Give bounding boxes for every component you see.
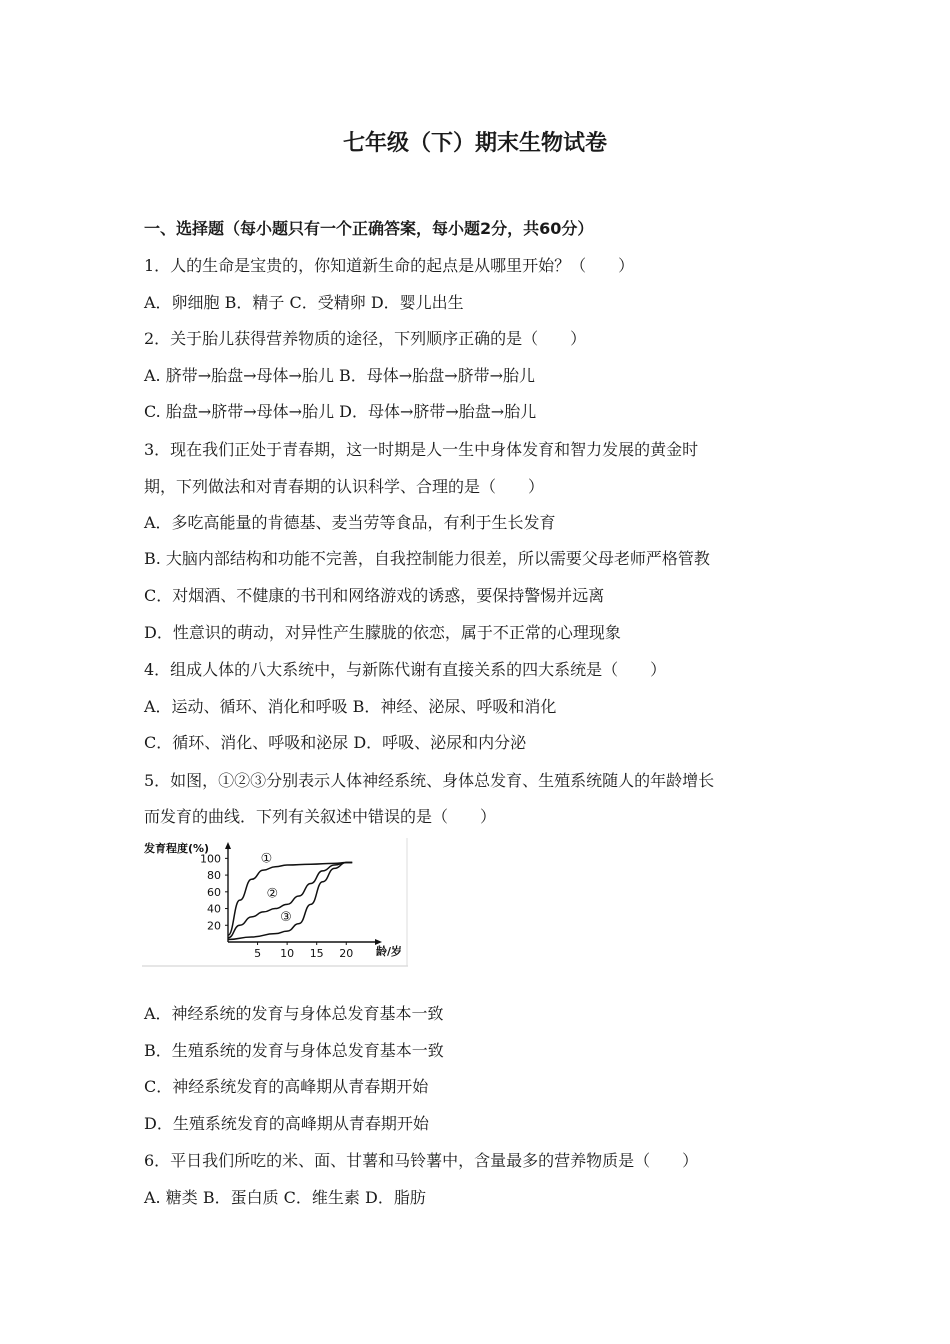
question-6-options: A. 糖类 B．蛋白质 C．维生素 D．脂肪 <box>144 1188 426 1207</box>
chart-y-tick-label: 60 <box>207 885 221 899</box>
chart-y-tick-label: 100 <box>200 852 221 866</box>
question-2-options-line-2: C. 胎盘→脐带→母体→胎儿 D．母体→脐带→胎盘→胎儿 <box>144 402 537 421</box>
question-3-option-a: A．多吃高能量的肯德基、麦当劳等食品，有利于生长发育 <box>144 513 556 532</box>
question-1-stem: 1．人的生命是宝贵的，你知道新生命的起点是从哪里开始？（ ） <box>144 256 635 275</box>
question-5-option-c: C．神经系统发育的高峰期从青春期开始 <box>144 1077 429 1096</box>
chart-series-label-2: ② <box>266 886 279 902</box>
chart-x-tick-label: 5 <box>254 947 262 960</box>
question-3-stem-line-2: 期，下列做法和对青春期的认识科学、合理的是（ ） <box>144 477 545 496</box>
chart-y-tick-label: 80 <box>207 869 221 883</box>
question-5-stem-line-1: 5．如图，①②③分别表示人体神经系统、身体总发育、生殖系统随人的年龄增长 <box>144 771 715 790</box>
question-3-option-b: B. 大脑内部结构和功能不完善，自我控制能力很差，所以需要父母老师严格管教 <box>144 549 710 568</box>
chart-x-axis-label: 龄/岁 <box>376 945 403 958</box>
question-5-option-a: A．神经系统的发育与身体总发育基本一致 <box>144 1004 444 1023</box>
question-5-option-d: D．生殖系统发育的高峰期从青春期开始 <box>144 1114 429 1133</box>
question-6-stem: 6．平日我们所吃的米、面、甘薯和马铃薯中，含量最多的营养物质是（ ） <box>144 1151 699 1170</box>
question-3-option-c: C．对烟酒、不健康的书刊和网络游戏的诱惑，要保持警惕并远离 <box>144 586 605 605</box>
question-2-stem: 2．关于胎儿获得营养物质的途径，下列顺序正确的是（ ） <box>144 329 587 348</box>
page-title: 七年级（下）期末生物试卷 <box>342 131 607 156</box>
question-3-stem-line-1: 3．现在我们正处于青春期，这一时期是人一生中身体发育和智力发展的黄金时 <box>144 440 699 459</box>
question-4-stem: 4．组成人体的八大系统中，与新陈代谢有直接关系的四大系统是（ ） <box>144 660 667 679</box>
question-4-options-line-1: A．运动、循环、消化和呼吸 B．神经、泌尿、呼吸和消化 <box>144 697 557 716</box>
question-2-options-line-1: A. 脐带→胎盘→母体→胎儿 B．母体→胎盘→脐带→胎儿 <box>144 366 536 385</box>
question-3-option-d: D．性意识的萌动，对异性产生朦胧的依恋，属于不正常的心理现象 <box>144 623 621 642</box>
chart-x-tick-label: 15 <box>309 947 324 960</box>
chart-y-tick-label: 20 <box>207 919 221 933</box>
section-heading: 一、选择题（每小题只有一个正确答案，每小题2分，共60分） <box>144 219 594 238</box>
question-1-options: A．卵细胞 B．精子 C．受精卵 D．婴儿出生 <box>144 293 464 312</box>
chart-series-label-3: ③ <box>280 909 292 925</box>
chart-series-label-1: ① <box>260 851 273 867</box>
question-4-options-line-2: C．循环、消化、呼吸和泌尿 D．呼吸、泌尿和内分泌 <box>144 733 527 752</box>
chart-y-tick-label: 40 <box>207 902 221 916</box>
question-5-option-b: B．生殖系统的发育与身体总发育基本一致 <box>144 1041 444 1060</box>
chart-x-tick-label: 10 <box>280 947 295 960</box>
chart-x-tick-label: 20 <box>339 947 354 960</box>
chart-svg <box>142 838 408 968</box>
development-curve-chart <box>142 838 408 968</box>
question-5-stem-line-2: 而发育的曲线．下列有关叙述中错误的是（ ） <box>144 807 497 826</box>
chart-y-axis-label: 发育程度(%) <box>144 842 210 855</box>
